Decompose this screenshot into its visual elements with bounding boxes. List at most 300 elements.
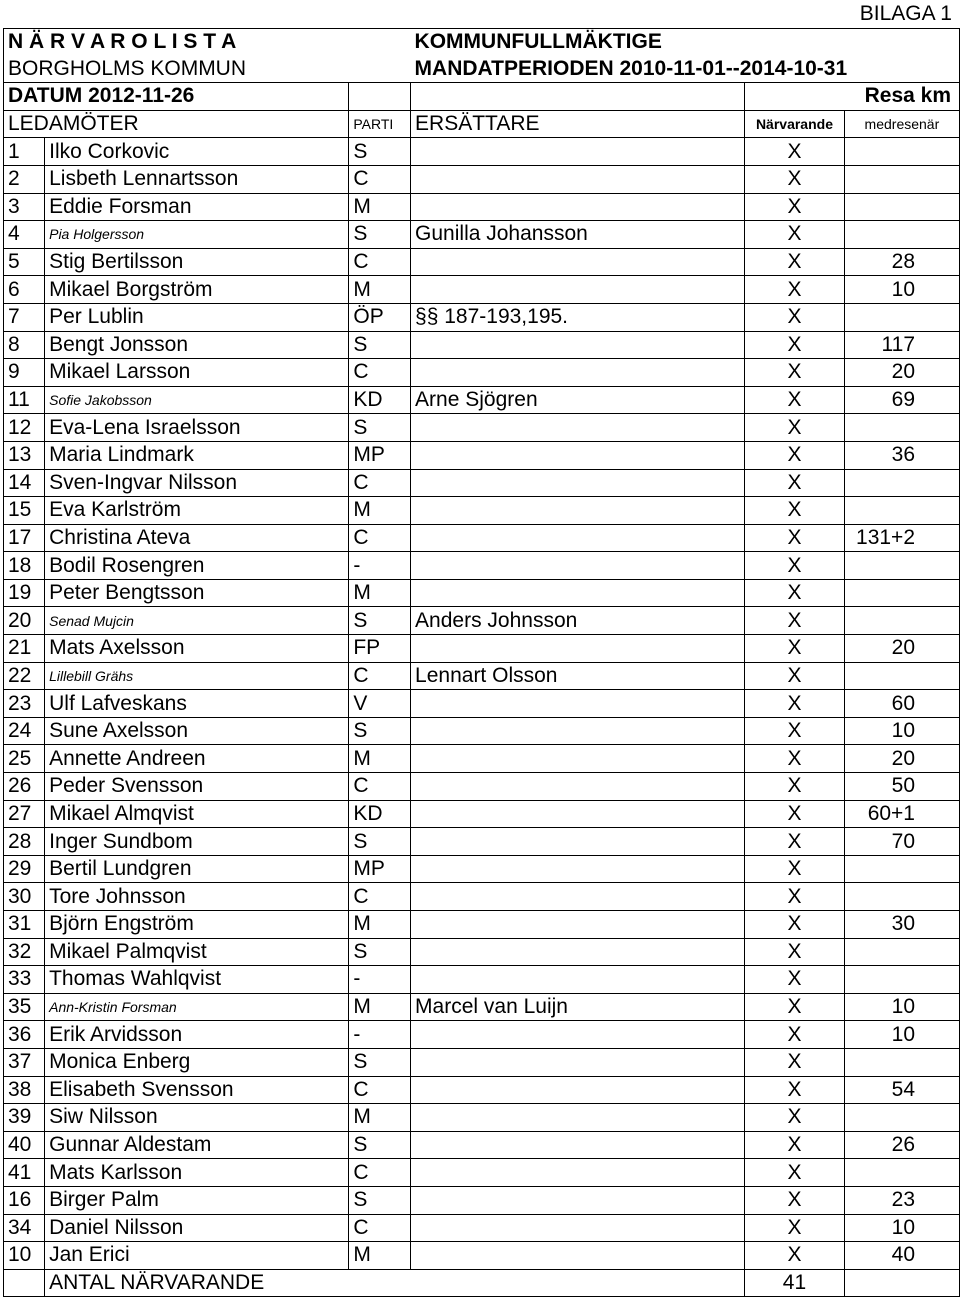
member-number: 13 [4, 441, 45, 469]
member-substitute [411, 800, 745, 828]
member-substitute [411, 773, 745, 801]
travel-km [844, 469, 959, 497]
present-mark: X [745, 386, 845, 414]
member-number: 25 [4, 745, 45, 773]
travel-km: 10 [844, 276, 959, 304]
col-passenger: medresenär [844, 110, 959, 138]
member-party: C [349, 662, 411, 690]
member-number: 16 [4, 1186, 45, 1214]
member-number: 11 [4, 386, 45, 414]
member-party: M [349, 276, 411, 304]
travel-km [844, 552, 959, 580]
present-mark: X [745, 745, 845, 773]
member-substitute [411, 1076, 745, 1104]
member-name: Mikael Almqvist [45, 800, 349, 828]
member-party: M [349, 579, 411, 607]
member-name: Mikael Palmqvist [45, 938, 349, 966]
member-party: S [349, 138, 411, 166]
member-name: Birger Palm [45, 1186, 349, 1214]
member-substitute [411, 1131, 745, 1159]
column-header-row [4, 110, 960, 138]
present-mark: X [745, 331, 845, 359]
member-name: Bertil Lundgren [45, 855, 349, 883]
member-name: Mikael Borgström [45, 276, 349, 304]
table-row [4, 331, 960, 359]
table-row [4, 855, 960, 883]
member-substitute [411, 276, 745, 304]
travel-km: 54 [844, 1076, 959, 1104]
present-mark: X [745, 1048, 845, 1076]
member-party: S [349, 717, 411, 745]
member-number: 41 [4, 1159, 45, 1187]
org-row [4, 56, 960, 83]
member-name: Sofie Jakobsson [45, 386, 349, 414]
travel-km [844, 662, 959, 690]
travel-km: 40 [844, 1242, 959, 1270]
member-number: 18 [4, 552, 45, 580]
travel-km [844, 221, 959, 249]
member-number: 2 [4, 165, 45, 193]
present-mark: X [745, 1104, 845, 1132]
member-party: V [349, 690, 411, 718]
member-name: Björn Engström [45, 911, 349, 939]
member-number: 17 [4, 524, 45, 552]
travel-km: 50 [844, 773, 959, 801]
present-mark: X [745, 607, 845, 635]
table-row [4, 1159, 960, 1187]
present-mark: X [745, 662, 845, 690]
member-number: 23 [4, 690, 45, 718]
table-row [4, 800, 960, 828]
travel-km: 60 [844, 690, 959, 718]
table-row [4, 1186, 960, 1214]
member-party: MP [349, 441, 411, 469]
travel-km [844, 414, 959, 442]
travel-km: 10 [844, 717, 959, 745]
table-row [4, 690, 960, 718]
member-substitute [411, 855, 745, 883]
member-party: M [349, 1104, 411, 1132]
member-party: C [349, 773, 411, 801]
member-number: 15 [4, 497, 45, 525]
member-substitute [411, 1021, 745, 1049]
member-name: Tore Johnsson [45, 883, 349, 911]
member-substitute [411, 552, 745, 580]
table-row [4, 1104, 960, 1132]
table-row [4, 386, 960, 414]
present-mark: X [745, 828, 845, 856]
present-mark: X [745, 966, 845, 994]
member-party: M [349, 1242, 411, 1270]
travel-km: 10 [844, 993, 959, 1021]
travel-km [844, 165, 959, 193]
member-number: 7 [4, 303, 45, 331]
table-row [4, 745, 960, 773]
member-name: Erik Arvidsson [45, 1021, 349, 1049]
travel-km [844, 303, 959, 331]
member-substitute [411, 938, 745, 966]
member-party: M [349, 745, 411, 773]
member-substitute [411, 690, 745, 718]
member-name: Stig Bertilsson [45, 248, 349, 276]
member-substitute [411, 635, 745, 663]
present-mark: X [745, 1242, 845, 1270]
total-count: 41 [745, 1269, 845, 1297]
member-substitute [411, 911, 745, 939]
member-number: 10 [4, 1242, 45, 1270]
member-substitute: Marcel van Luijn [411, 993, 745, 1021]
member-name: Sune Axelsson [45, 717, 349, 745]
member-number: 8 [4, 331, 45, 359]
travel-km: 20 [844, 359, 959, 387]
member-substitute [411, 717, 745, 745]
member-name: Daniel Nilsson [45, 1214, 349, 1242]
member-substitute [411, 165, 745, 193]
present-mark: X [745, 1131, 845, 1159]
member-substitute [411, 414, 745, 442]
total-label: ANTAL NÄRVARANDE [45, 1269, 745, 1297]
member-party: MP [349, 855, 411, 883]
table-row [4, 1242, 960, 1270]
member-name: Thomas Wahlqvist [45, 966, 349, 994]
col-members: LEDAMÖTER [4, 110, 349, 138]
present-mark: X [745, 1186, 845, 1214]
table-row [4, 552, 960, 580]
table-row [4, 993, 960, 1021]
travel-km [844, 497, 959, 525]
table-row [4, 607, 960, 635]
member-party: ÖP [349, 303, 411, 331]
member-party: - [349, 1021, 411, 1049]
member-name: Bengt Jonsson [45, 331, 349, 359]
member-substitute [411, 579, 745, 607]
member-party: C [349, 524, 411, 552]
present-mark: X [745, 469, 845, 497]
travel-km: 60+1 [844, 800, 959, 828]
travel-km [844, 1048, 959, 1076]
member-party: - [349, 966, 411, 994]
col-party: PARTI [349, 110, 411, 138]
table-row [4, 248, 960, 276]
present-mark: X [745, 800, 845, 828]
present-mark: X [745, 1076, 845, 1104]
present-mark: X [745, 248, 845, 276]
table-row [4, 165, 960, 193]
table-row [4, 497, 960, 525]
member-number: 29 [4, 855, 45, 883]
member-substitute: Gunilla Johansson [411, 221, 745, 249]
member-name: Sven-Ingvar Nilsson [45, 469, 349, 497]
member-substitute [411, 138, 745, 166]
member-name: Peter Bengtsson [45, 579, 349, 607]
member-number: 32 [4, 938, 45, 966]
member-substitute [411, 359, 745, 387]
member-name: Mats Karlsson [45, 1159, 349, 1187]
member-party: M [349, 993, 411, 1021]
table-row [4, 138, 960, 166]
table-row [4, 828, 960, 856]
member-number: 34 [4, 1214, 45, 1242]
col-present: Närvarande [745, 110, 845, 138]
travel-km [844, 966, 959, 994]
present-mark: X [745, 690, 845, 718]
member-name: Lillebill Grähs [45, 662, 349, 690]
present-mark: X [745, 552, 845, 580]
member-number: 12 [4, 414, 45, 442]
table-row [4, 579, 960, 607]
member-number: 20 [4, 607, 45, 635]
travel-km: 23 [844, 1186, 959, 1214]
member-substitute [411, 745, 745, 773]
member-substitute [411, 1214, 745, 1242]
member-party: C [349, 359, 411, 387]
member-number: 14 [4, 469, 45, 497]
attendance-table [3, 28, 960, 1297]
table-row [4, 1214, 960, 1242]
member-name: Mats Axelsson [45, 635, 349, 663]
travel-km: 30 [844, 911, 959, 939]
travel-km: 36 [844, 441, 959, 469]
present-mark: X [745, 359, 845, 387]
member-party: S [349, 1186, 411, 1214]
present-mark: X [745, 938, 845, 966]
travel-km: 70 [844, 828, 959, 856]
present-mark: X [745, 497, 845, 525]
member-party: C [349, 165, 411, 193]
member-party: C [349, 1159, 411, 1187]
table-row [4, 938, 960, 966]
appendix-label: BILAGA 1 [859, 2, 952, 25]
travel-km: 20 [844, 635, 959, 663]
travel-km: 69 [844, 386, 959, 414]
travel-km: 10 [844, 1214, 959, 1242]
title-right: KOMMUNFULLMÄKTIGE [411, 29, 960, 56]
table-row [4, 441, 960, 469]
table-row [4, 635, 960, 663]
member-party: KD [349, 800, 411, 828]
member-number: 1 [4, 138, 45, 166]
member-substitute [411, 331, 745, 359]
member-substitute [411, 1048, 745, 1076]
table-row [4, 883, 960, 911]
member-party: S [349, 1131, 411, 1159]
travel-km [844, 1104, 959, 1132]
member-party: M [349, 497, 411, 525]
member-number: 28 [4, 828, 45, 856]
member-name: Gunnar Aldestam [45, 1131, 349, 1159]
table-row [4, 966, 960, 994]
present-mark: X [745, 414, 845, 442]
member-number: 33 [4, 966, 45, 994]
member-substitute [411, 828, 745, 856]
member-party: C [349, 1076, 411, 1104]
travel-km [844, 579, 959, 607]
member-party: C [349, 1214, 411, 1242]
member-name: Ulf Lafveskans [45, 690, 349, 718]
member-substitute: Lennart Olsson [411, 662, 745, 690]
member-substitute [411, 497, 745, 525]
member-number: 6 [4, 276, 45, 304]
member-number: 38 [4, 1076, 45, 1104]
present-mark: X [745, 138, 845, 166]
member-party: C [349, 248, 411, 276]
member-substitute [411, 966, 745, 994]
member-number: 19 [4, 579, 45, 607]
present-mark: X [745, 911, 845, 939]
present-mark: X [745, 1159, 845, 1187]
table-row [4, 717, 960, 745]
table-row [4, 662, 960, 690]
member-substitute [411, 1159, 745, 1187]
present-mark: X [745, 221, 845, 249]
member-substitute: Anders Johnsson [411, 607, 745, 635]
period: MANDATPERIODEN 2010-11-01--2014-10-31 [411, 56, 960, 83]
member-number: 39 [4, 1104, 45, 1132]
date-row [4, 83, 960, 111]
member-number: 22 [4, 662, 45, 690]
present-mark: X [745, 773, 845, 801]
member-substitute [411, 1186, 745, 1214]
member-name: Jan Erici [45, 1242, 349, 1270]
member-party: S [349, 938, 411, 966]
travel-km [844, 1159, 959, 1187]
travel-km [844, 138, 959, 166]
member-substitute: §§ 187-193,195. [411, 303, 745, 331]
travel-km [844, 193, 959, 221]
member-number: 36 [4, 1021, 45, 1049]
present-mark: X [745, 717, 845, 745]
member-substitute [411, 1242, 745, 1270]
member-party: S [349, 607, 411, 635]
table-row [4, 193, 960, 221]
member-name: Pia Holgersson [45, 221, 349, 249]
member-number: 3 [4, 193, 45, 221]
member-name: Bodil Rosengren [45, 552, 349, 580]
table-row [4, 1076, 960, 1104]
member-number: 27 [4, 800, 45, 828]
member-number: 4 [4, 221, 45, 249]
table-row [4, 221, 960, 249]
member-substitute [411, 1104, 745, 1132]
table-row [4, 303, 960, 331]
member-name: Ann-Kristin Forsman [45, 993, 349, 1021]
table-row [4, 524, 960, 552]
member-party: S [349, 331, 411, 359]
member-name: Maria Lindmark [45, 441, 349, 469]
member-name: Inger Sundbom [45, 828, 349, 856]
present-mark: X [745, 303, 845, 331]
col-substitute: ERSÄTTARE [411, 110, 745, 138]
present-mark: X [745, 1214, 845, 1242]
title-left: N Ä R V A R O L I S T A [4, 29, 411, 56]
member-name: Senad Mujcin [45, 607, 349, 635]
member-party: S [349, 221, 411, 249]
travel-km [844, 607, 959, 635]
org-name: BORGHOLMS KOMMUN [4, 56, 411, 83]
member-party: C [349, 883, 411, 911]
member-party: - [349, 552, 411, 580]
present-mark: X [745, 855, 845, 883]
total-row [4, 1269, 960, 1297]
table-row [4, 276, 960, 304]
member-name: Elisabeth Svensson [45, 1076, 349, 1104]
member-substitute [411, 441, 745, 469]
member-number: 31 [4, 911, 45, 939]
present-mark: X [745, 193, 845, 221]
travel-km [844, 855, 959, 883]
member-party: KD [349, 386, 411, 414]
table-row [4, 359, 960, 387]
member-number: 26 [4, 773, 45, 801]
table-row [4, 1131, 960, 1159]
member-number: 35 [4, 993, 45, 1021]
travel-km [844, 883, 959, 911]
member-name: Christina Ateva [45, 524, 349, 552]
member-name: Per Lublin [45, 303, 349, 331]
present-mark: X [745, 276, 845, 304]
member-number: 30 [4, 883, 45, 911]
travel-km: 10 [844, 1021, 959, 1049]
member-substitute [411, 193, 745, 221]
member-name: Monica Enberg [45, 1048, 349, 1076]
present-mark: X [745, 441, 845, 469]
travel-km: 26 [844, 1131, 959, 1159]
present-mark: X [745, 524, 845, 552]
member-name: Mikael Larsson [45, 359, 349, 387]
member-party: M [349, 911, 411, 939]
present-mark: X [745, 579, 845, 607]
member-party: M [349, 193, 411, 221]
travel-km: 131+2 [844, 524, 959, 552]
table-row [4, 1048, 960, 1076]
member-name: Eva Karlström [45, 497, 349, 525]
present-mark: X [745, 993, 845, 1021]
present-mark: X [745, 165, 845, 193]
present-mark: X [745, 635, 845, 663]
title-row [4, 29, 960, 56]
member-substitute: Arne Sjögren [411, 386, 745, 414]
member-party: FP [349, 635, 411, 663]
member-substitute [411, 524, 745, 552]
table-row [4, 469, 960, 497]
member-number: 5 [4, 248, 45, 276]
member-number: 40 [4, 1131, 45, 1159]
member-name: Annette Andreen [45, 745, 349, 773]
member-number: 21 [4, 635, 45, 663]
member-substitute [411, 248, 745, 276]
table-row [4, 911, 960, 939]
member-name: Lisbeth Lennartsson [45, 165, 349, 193]
member-name: Eddie Forsman [45, 193, 349, 221]
travel-km: 20 [844, 745, 959, 773]
member-party: S [349, 828, 411, 856]
member-substitute [411, 469, 745, 497]
member-number: 9 [4, 359, 45, 387]
travel-km: 117 [844, 331, 959, 359]
table-row [4, 1021, 960, 1049]
meeting-date: DATUM 2012-11-26 [4, 83, 349, 111]
present-mark: X [745, 1021, 845, 1049]
table-row [4, 773, 960, 801]
member-name: Ilko Corkovic [45, 138, 349, 166]
travel-km: 28 [844, 248, 959, 276]
member-name: Siw Nilsson [45, 1104, 349, 1132]
member-name: Peder Svensson [45, 773, 349, 801]
table-row [4, 414, 960, 442]
member-number: 24 [4, 717, 45, 745]
present-mark: X [745, 883, 845, 911]
member-substitute [411, 883, 745, 911]
